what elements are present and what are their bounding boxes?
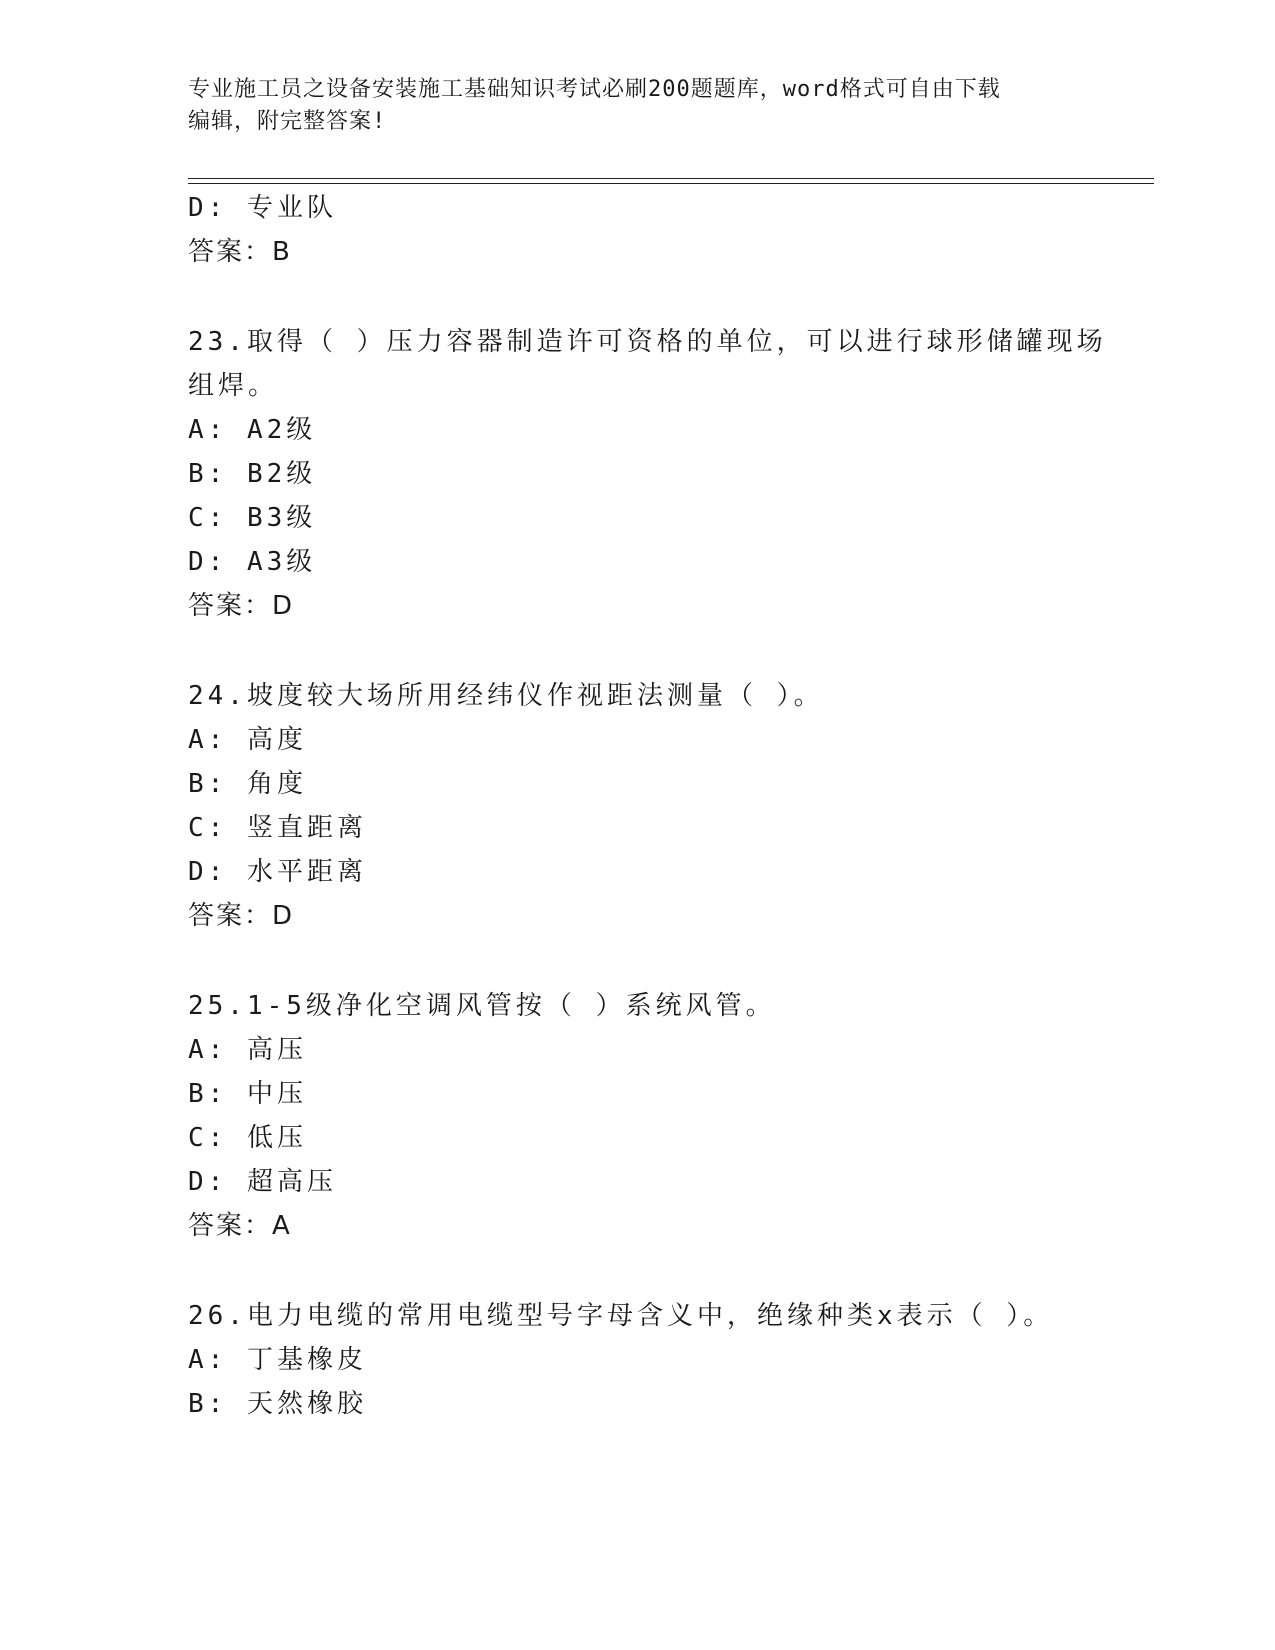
answer-q25: 答案：A <box>188 1211 292 1241</box>
answer-q23: 答案：D <box>188 591 295 621</box>
option-b-q23: B: B2级 <box>188 459 317 489</box>
header-title-line-2: 编辑，附完整答案! <box>188 109 387 134</box>
option-d-q24: D: 水平距离 <box>188 857 367 887</box>
question-26: 26.电力电缆的常用电缆型号字母含义中，绝缘种类x表示（ ）。 <box>188 1301 1054 1331</box>
option-b-q25: B: 中压 <box>188 1079 307 1109</box>
question-25: 25.1-5级净化空调风管按（ ）系统风管。 <box>188 991 776 1021</box>
option-b-q24: B: 角度 <box>188 769 307 799</box>
question-23-line-1: 23.取得（ ）压力容器制造许可资格的单位，可以进行球形储罐现场 <box>188 327 1107 357</box>
document-header <box>188 74 1088 138</box>
header-rule-bottom <box>188 183 1154 184</box>
question-24: 24.坡度较大场所用经纬仪作视距法测量（ ）。 <box>188 681 824 711</box>
option-d-q23: D: A3级 <box>188 547 317 577</box>
option-a-q23: A: A2级 <box>188 415 317 445</box>
option-a-q24: A: 高度 <box>188 725 307 755</box>
option-c-q24: C: 竖直距离 <box>188 813 367 843</box>
option-a-q26: A: 丁基橡皮 <box>188 1345 367 1375</box>
option-c-q23: C: B3级 <box>188 503 317 533</box>
option-d-q25: D: 超高压 <box>188 1167 337 1197</box>
header-title-line-1: 专业施工员之设备安装施工基础知识考试必刷200题题库，word格式可自由下载 <box>188 77 1001 102</box>
option-b-q26: B: 天然橡胶 <box>188 1389 367 1419</box>
header-rule-top <box>188 178 1154 179</box>
question-23-line-2: 组焊。 <box>188 371 279 401</box>
answer-q24: 答案：D <box>188 901 295 931</box>
option-d-q22: D: 专业队 <box>188 193 337 223</box>
option-a-q25: A: 高压 <box>188 1035 307 1065</box>
option-c-q25: C: 低压 <box>188 1123 307 1153</box>
answer-q22: 答案：B <box>188 237 292 267</box>
